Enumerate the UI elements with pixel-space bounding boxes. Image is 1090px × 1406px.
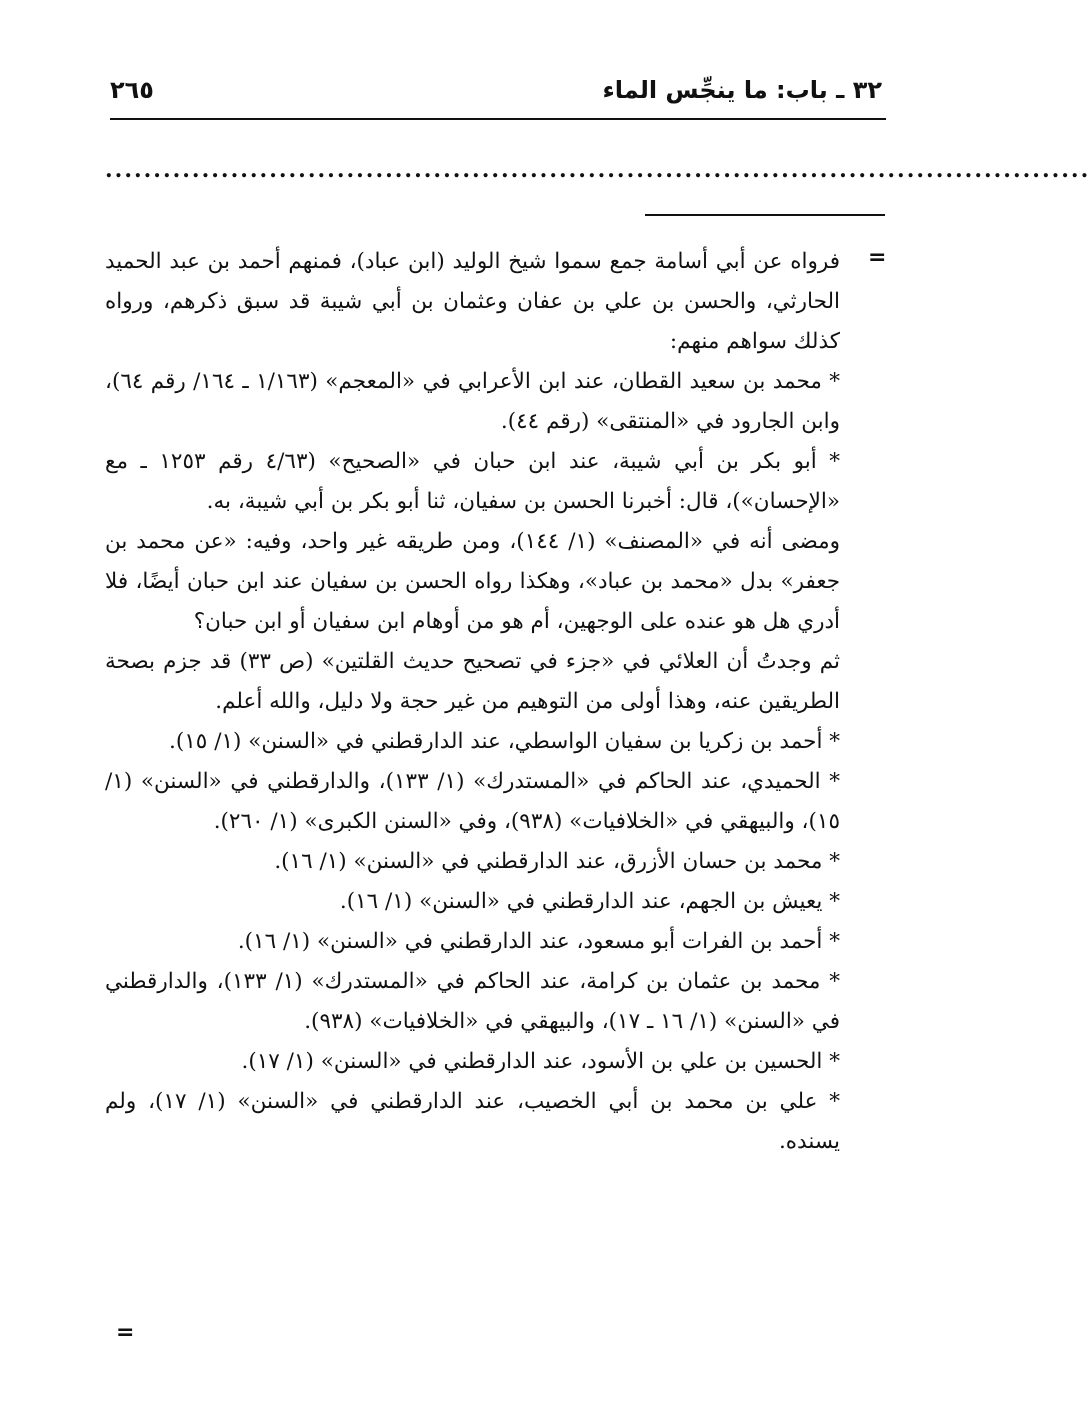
paragraph: * محمد بن حسان الأزرق، عند الدارقطني في «السنن» (١/ ١٦). [274, 849, 840, 874]
paragraph: ثم وجدتُ أن العلائي في «جزء في تصحيح حديث القلتين» (ص ٣٣) قد جزم بصحة الطريقين عنه، وهذا أولى من التوهيم من غير حجة ولا دليل، والله أعلم. [105, 649, 841, 714]
paragraph: * أحمد بن زكريا بن سفيان الواسطي، عند الدارقطني في «السنن» (١/ ١٥). [169, 729, 840, 754]
header-rule [110, 118, 886, 120]
paragraph: * أحمد بن الفرات أبو مسعود، عند الدارقطني في «السنن» (١/ ١٦). [237, 929, 840, 954]
paragraph: فرواه عن أبي أسامة جمع سموا شيخ الوليد (ابن عباد)، فمنهم أحمد بن عبد الحميد الحارثي، والحسن بن علي بن عفان وعثمان بن أبي شيبة قد سبق ذكرهم، ورواه كذلك سواهم منهم: [105, 249, 840, 354]
main-text-dots: ...................................................................................................... [105, 157, 1090, 183]
paragraph: * محمد بن سعيد القطان، عند ابن الأعرابي في «المعجم» (١/١٦٣ ـ ١٦٤/ رقم ٦٤)، وابن الجارود في «المنتقى» (رقم ٤٤). [105, 369, 840, 434]
footnote-rule [645, 214, 885, 216]
paragraph: * علي بن محمد بن أبي الخصيب، عند الدارقطني في «السنن» (١/ ١٧)، ولم يسنده. [105, 1089, 841, 1154]
paragraph: * أبو بكر بن أبي شيبة، عند ابن حبان في «الصحيح» (٤/٦٣ رقم ١٢٥٣ ـ مع «الإحسان»)، قال: أخبرنا الحسن بن سفيان، ثنا أبو بكر بن أبي شيبة، به. [105, 449, 841, 514]
paragraph: * محمد بن عثمان بن كرامة، عند الحاكم في «المستدرك» (١/ ١٣٣)، والدارقطني في «السنن» (١/ ١٦ ـ ١٧)، والبيهقي في «الخلافيات» (٩٣٨). [105, 969, 840, 1034]
paragraph: * الحميدي، عند الحاكم في «المستدرك» (١/ ١٣٣)، والدارقطني في «السنن» (١/ ١٥)، والبيهقي في «الخلافيات» (٩٣٨)، وفي «السنن الكبرى» (١/ ٢٦٠). [105, 769, 840, 834]
continuation-mark-top: = [868, 245, 887, 270]
page-number: ٢٦٥ [110, 76, 154, 104]
chapter-title: ٣٢ ـ باب: ما ينجِّس الماء [602, 76, 882, 104]
paragraph: * يعيش بن الجهم، عند الدارقطني في «السنن» (١/ ١٦). [339, 889, 840, 914]
paragraph: * الحسين بن علي بن الأسود، عند الدارقطني في «السنن» (١/ ١٧). [241, 1049, 840, 1074]
page-header [110, 70, 882, 120]
paragraph: ومضى أنه في «المصنف» (١/ ١٤٤)، ومن طريقه غير واحد، وفيه: «عن محمد بن جعفر» بدل «محمد بن عباد»، وهكذا رواه الحسن بن سفيان عند ابن حبان أيضًا، فلا أدري هل هو عنده على الوجهين، أم هو من أوهام ابن سفيان أو ابن حبان؟ [105, 529, 840, 634]
footnote-content [105, 242, 840, 1162]
continuation-mark-bottom: = [116, 1320, 135, 1345]
